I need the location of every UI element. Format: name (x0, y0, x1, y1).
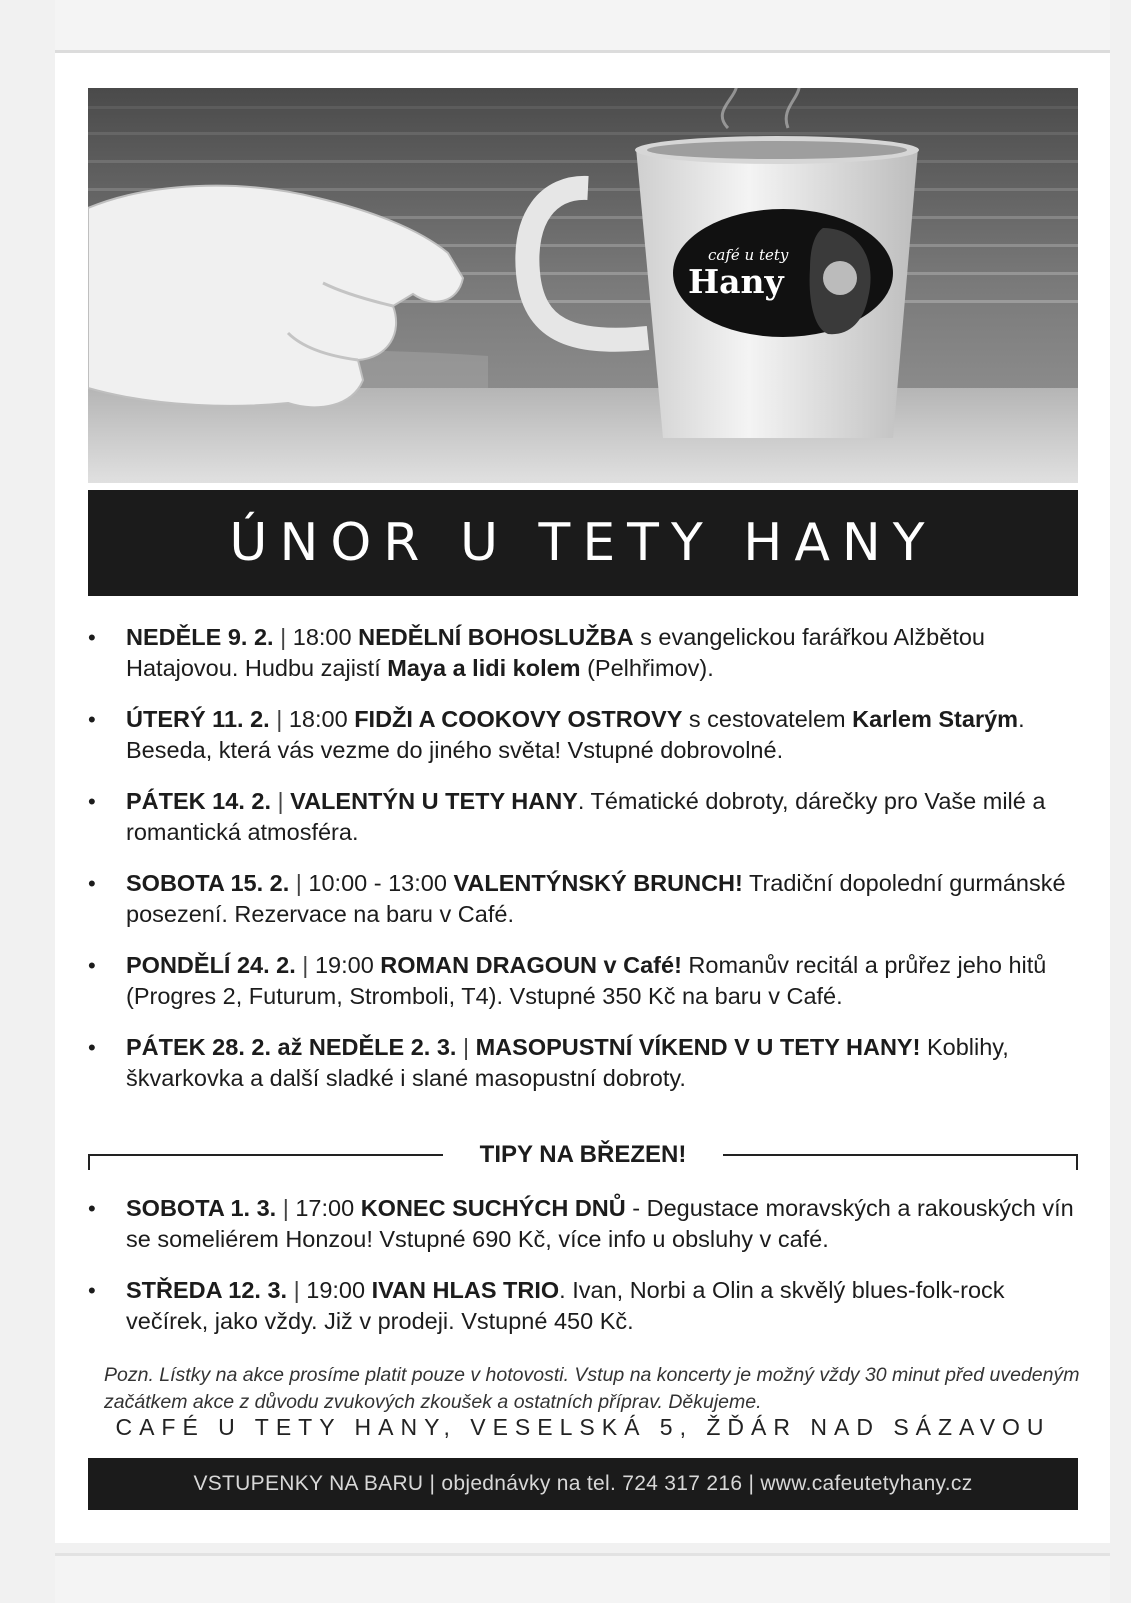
event-separator: | (456, 1034, 476, 1060)
event-separator: | (269, 706, 289, 732)
event-highlight: Karlem Starým (852, 706, 1019, 732)
event-highlight: VALENTÝN U TETY HANY (290, 788, 578, 814)
footer-contact: VSTUPENKY NA BARU | objednávky na tel. 724 317 216 | www.cafeutetyhany.cz (193, 1472, 973, 1495)
event-separator: | (295, 952, 315, 978)
cafe-address: CAFÉ U TETY HANY, VESELSKÁ 5, ŽĎÁR NAD SÁZAVOU (115, 1414, 1051, 1440)
event-separator: | (270, 788, 291, 814)
payment-note: Pozn. Lístky na akce prosíme platit pouze v hotovosti. Vstup na koncerty je možný vždy 30 minut před uvedeným začátkem akce z důvodu zvukových zkoušek a ostatních příprav. Děkujeme. (104, 1364, 1080, 1413)
footer-bar (88, 1458, 1078, 1510)
event-highlight: PÁTEK 14. 2. (126, 788, 271, 814)
event-separator: | (276, 1195, 296, 1221)
event-text: 19:00 (306, 1277, 372, 1303)
event-separator: | (273, 624, 293, 650)
event-highlight: NEDĚLE 9. 2. (126, 624, 274, 650)
title-banner (88, 490, 1078, 596)
hand-holding-mug-image (88, 88, 1078, 483)
march-events-list (88, 1193, 1088, 1357)
event-text: . Ivan, Norbi a Olin a skvělý blues-folk-rock večírek, jako vždy. Již v prodeji. Vstupné 450 Kč. (126, 1277, 1005, 1334)
march-divider (88, 1140, 1078, 1172)
event-text: 18:00 (292, 624, 359, 650)
event-text: s cestovatelem (682, 706, 853, 732)
february-events-list (88, 622, 1088, 1114)
event-text: Koblihy, škvarkovka a další sladké i slané masopustní dobroty. (126, 1034, 1009, 1091)
event-text: 18:00 (288, 706, 355, 732)
event-text: Tradiční dopolední gurmánské posezení. Rezervace na baru v Café. (126, 870, 1066, 927)
event-highlight: KONEC SUCHÝCH DNŮ (360, 1195, 626, 1221)
event-text: . Tématické dobroty, dárečky pro Vaše milé a romantická atmosféra. (126, 788, 1046, 845)
event-highlight: VALENTÝNSKÝ BRUNCH! (453, 870, 743, 896)
event-highlight: IVAN HLAS TRIO (371, 1277, 560, 1303)
event-text: Romanův recitál a průřez jeho hitů (Progres 2, Futurum, Stromboli, T4). Vstupné 350 Kč na baru v Café. (126, 952, 1047, 1009)
event-text: 17:00 (295, 1195, 361, 1221)
event-item (88, 950, 1088, 1012)
event-item (88, 704, 1088, 766)
logo-small-text: café u tety (708, 246, 789, 264)
header-photo (88, 88, 1078, 483)
event-highlight: MASOPUSTNÍ VÍKEND V U TETY HANY! (475, 1034, 921, 1060)
event-text: s evangelickou farářkou Alžbětou Hatajovou. Hudbu zajistí (126, 624, 985, 681)
event-separator: | (289, 870, 309, 896)
event-text: - Degustace moravských a rakouských vín se someliérem Honzou! Vstupné 690 Kč, více info u obsluhy v café. (126, 1195, 1074, 1252)
event-item (88, 1275, 1088, 1337)
event-highlight: FIDŽI A COOKOVY OSTROVY (354, 706, 683, 732)
event-item (88, 1032, 1088, 1094)
bottom-page-strip (55, 1553, 1110, 1603)
logo-big-text: Hany (688, 262, 784, 301)
event-highlight: PÁTEK 28. 2. až NEDĚLE 2. 3. (126, 1034, 457, 1060)
top-page-strip (55, 0, 1110, 53)
event-highlight: ROMAN DRAGOUN v Café! (380, 952, 682, 978)
event-highlight: SOBOTA 1. 3. (126, 1195, 277, 1221)
march-tips-heading: TIPY NA BŘEZEN! (479, 1141, 687, 1168)
event-item (88, 868, 1088, 930)
event-item (88, 786, 1088, 848)
event-text: (Pelhřimov). (580, 655, 714, 681)
event-text: 19:00 (314, 952, 381, 978)
page-title: ÚNOR U TETY HANY (229, 513, 937, 573)
event-highlight: ÚTERÝ 11. 2. (126, 706, 270, 732)
event-highlight: PONDĚLÍ 24. 2. (126, 952, 296, 978)
event-highlight: Maya a lidi kolem (387, 655, 581, 681)
event-text: . Beseda, která vás vezme do jiného světa! Vstupné dobrovolné. (126, 706, 1025, 763)
event-highlight: SOBOTA 15. 2. (126, 870, 290, 896)
event-highlight: NEDĚLNÍ BOHOSLUŽBA (358, 624, 634, 650)
event-text: 10:00 - 13:00 (308, 870, 454, 896)
event-highlight: STŘEDA 12. 3. (126, 1277, 288, 1303)
event-separator: | (287, 1277, 307, 1303)
event-item (88, 1193, 1088, 1255)
event-item (88, 622, 1088, 684)
